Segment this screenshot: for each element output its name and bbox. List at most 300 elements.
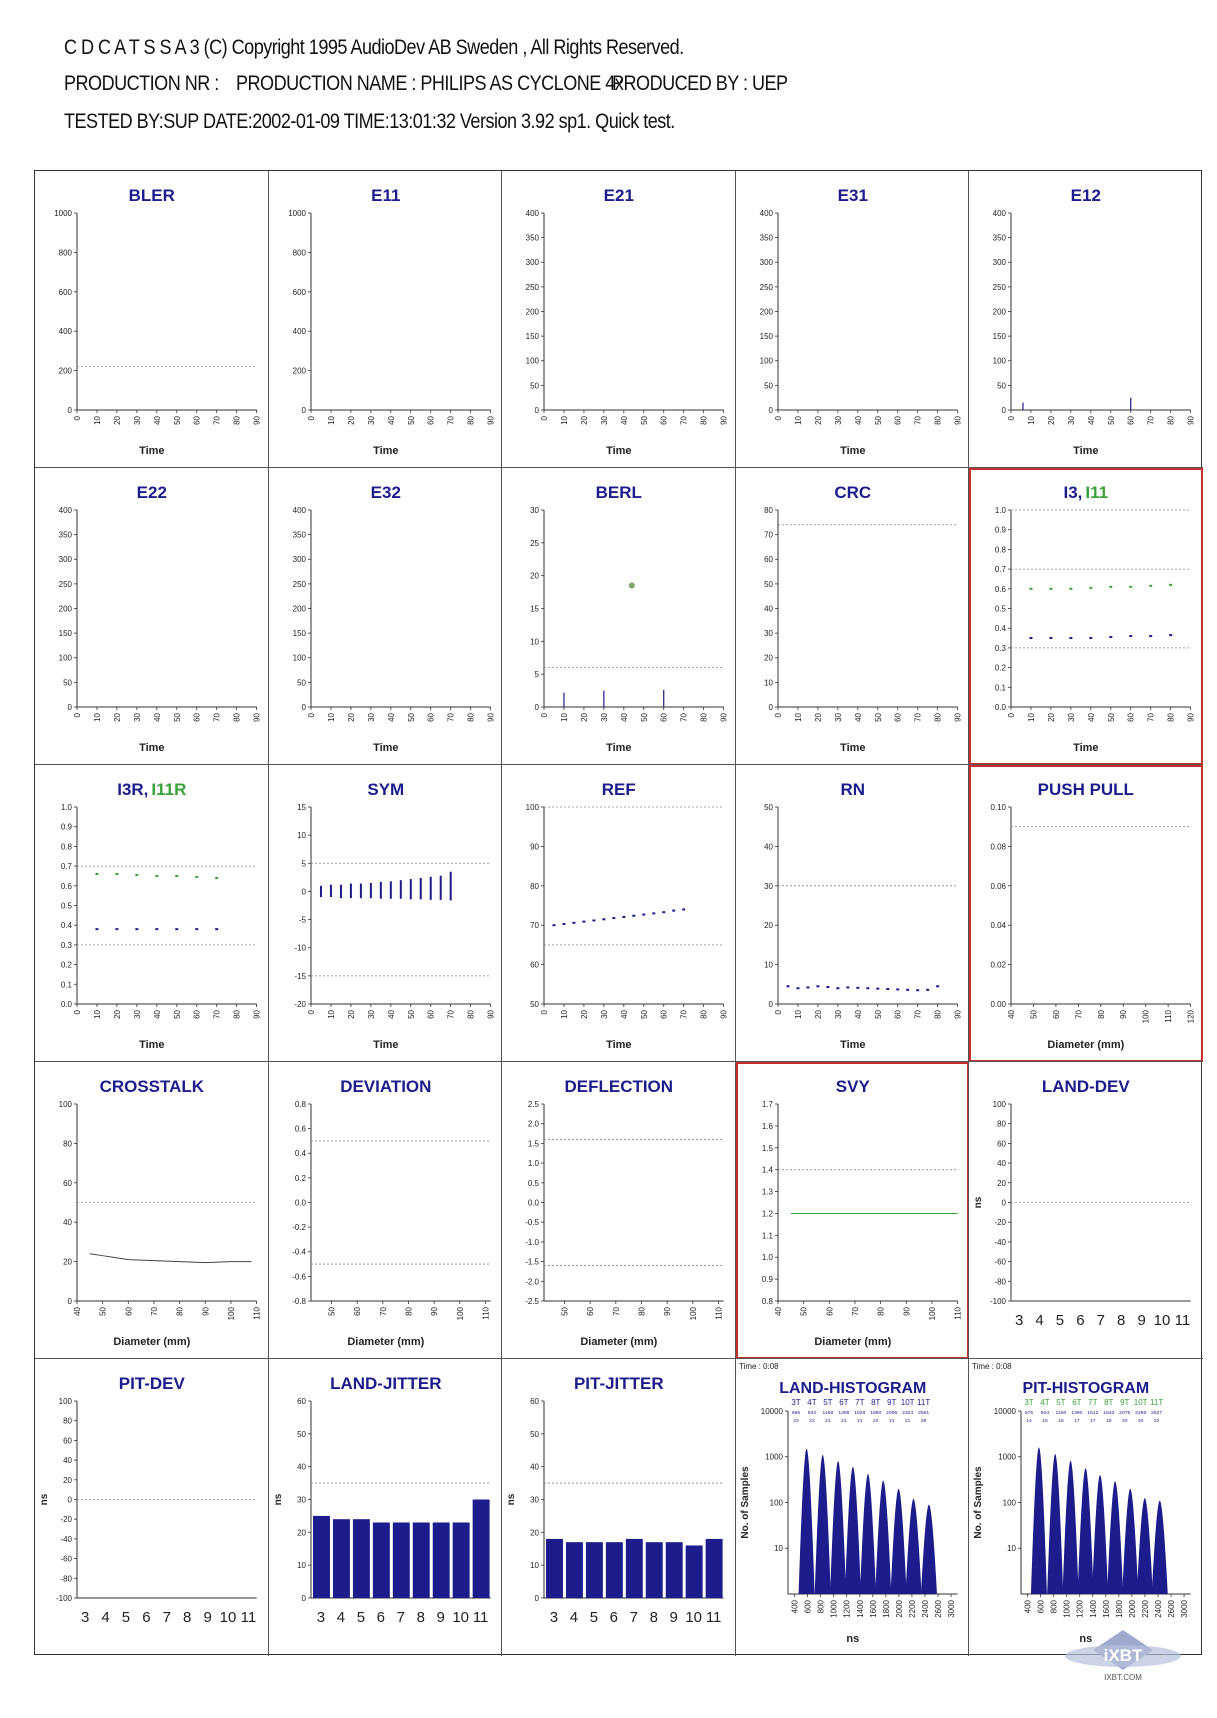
x-tick-label: 50 [639, 712, 649, 722]
legend-spread-value: 22 [808, 1418, 815, 1425]
y-tick-label: -0.5 [525, 1218, 540, 1228]
x-tick-label: 40 [152, 1009, 162, 1019]
x-tick-label: 7 [396, 1608, 405, 1626]
y-tick-label: 0.06 [990, 881, 1007, 891]
chart-title: SVY [835, 1077, 870, 1097]
data-point [629, 583, 635, 589]
x-tick-label: 20 [112, 712, 122, 722]
y-tick-label: 80 [997, 1119, 1007, 1129]
y-tick-label: 400 [525, 209, 540, 219]
chart-title: PIT-HISTOGRAM [1022, 1380, 1150, 1398]
y-tick-label: -10 [294, 943, 306, 953]
x-tick-label: 90 [1119, 1009, 1129, 1019]
x-tick-label: 30 [1067, 415, 1077, 425]
y-tick-label: 25 [530, 538, 540, 548]
jitter-bar [606, 1542, 623, 1598]
y-axis-label: ns [973, 1196, 985, 1209]
x-tick-label: 110 [953, 1306, 963, 1320]
x-tick-label: 20 [813, 415, 823, 425]
y-tick-label: -100 [56, 1593, 72, 1603]
data-point [135, 928, 138, 930]
y-tick-label: -0.6 [291, 1272, 306, 1282]
chart-deviation [269, 1062, 503, 1359]
x-tick-label: 90 [953, 1009, 963, 1019]
y-tick-label: 0.2 [60, 960, 72, 970]
y-tick-label: 5 [534, 670, 540, 680]
y-tick-label: -20 [994, 1218, 1007, 1228]
y-tick-label: -0.4 [291, 1247, 306, 1257]
x-tick-label: 90 [486, 415, 496, 425]
x-axis-label: Time [372, 444, 399, 457]
chart-land_histogram-svg [736, 1359, 970, 1656]
y-tick-label: 60 [63, 1436, 72, 1446]
x-axis-label: Time [839, 444, 866, 457]
x-axis-label: Diameter (mm) [580, 1335, 658, 1348]
y-tick-label: 0.10 [990, 803, 1007, 813]
y-tick-label: 0 [301, 887, 306, 897]
x-tick-label: 0 [72, 415, 82, 421]
y-tick-label: -80 [994, 1277, 1007, 1287]
x-axis-label: Time [606, 1038, 632, 1051]
x-tick-label: 80 [699, 1009, 709, 1019]
x-tick-label: 10 [1027, 712, 1037, 722]
x-tick-label: 30 [1067, 712, 1077, 722]
chart-land_dev-svg [969, 1062, 1203, 1359]
data-point [563, 923, 566, 925]
x-tick-label: 80 [466, 712, 476, 722]
y-tick-label: 0.5 [995, 604, 1007, 614]
x-tick-label: 60 [893, 1009, 903, 1019]
chart-e32-svg [269, 468, 503, 765]
y-tick-label: 0.0 [294, 1198, 306, 1208]
chart-crc [736, 468, 970, 765]
y-tick-label: 50 [530, 1429, 540, 1439]
x-tick-label: 90 [429, 1306, 439, 1316]
x-tick-label: 50 [172, 712, 182, 722]
x-axis-label: ns [1079, 1632, 1093, 1645]
y-tick-label: 0.4 [294, 1149, 306, 1159]
legend-spread-value: 28 [920, 1418, 927, 1425]
chart-title: E22 [136, 483, 167, 503]
y-axis-label: ns [506, 1493, 518, 1506]
chart-bler [35, 171, 269, 468]
y-tick-label: 0 [768, 702, 773, 712]
x-tick-label: 60 [192, 415, 202, 425]
data-point [623, 916, 626, 918]
jitter-bar [686, 1545, 703, 1598]
y-tick-label: 50 [763, 803, 773, 813]
x-tick-label: 50 [406, 1009, 416, 1019]
legend-label: 4T [807, 1398, 817, 1408]
y-tick-label: 0 [534, 702, 540, 712]
data-point [115, 873, 118, 875]
y-tick-label: 20 [763, 653, 773, 663]
x-tick-label: 6 [1076, 1311, 1085, 1329]
x-tick-label: 3 [1015, 1311, 1024, 1329]
x-axis-label: Diameter (mm) [346, 1335, 424, 1348]
x-tick-label: 60 [1127, 712, 1137, 722]
x-tick-label: 90 [1186, 415, 1196, 425]
chart-e12 [969, 171, 1203, 468]
histogram-peak [1092, 1475, 1108, 1594]
x-tick-label: 9 [203, 1608, 212, 1626]
x-tick-label: 100 [927, 1306, 937, 1321]
y-tick-label: -80 [60, 1574, 72, 1584]
x-tick-label: 70 [212, 415, 222, 425]
x-tick-label: 100 [1142, 1009, 1152, 1024]
legend-spread-value: 20 [1122, 1418, 1128, 1425]
y-tick-label: 0.04 [990, 921, 1007, 931]
x-tick-label: 80 [232, 1009, 242, 1019]
histogram-peak [1063, 1461, 1079, 1594]
data-point [573, 922, 576, 924]
x-tick-label: 10 [793, 712, 803, 722]
data-point [115, 928, 118, 930]
chart-title: DEVIATION [339, 1077, 431, 1097]
data-point [1070, 588, 1073, 590]
x-tick-label: 2200 [1141, 1599, 1151, 1618]
y-tick-label: 10 [296, 1561, 306, 1571]
y-tick-label: 30 [763, 881, 773, 891]
legend-peak-value: 1390 [1071, 1410, 1083, 1417]
data-point [806, 986, 809, 988]
y-tick-label: 350 [292, 530, 306, 540]
y-tick-label: 1.7 [761, 1100, 773, 1110]
legend-peak-value: 1626 [854, 1410, 866, 1417]
x-tick-label: 70 [1147, 415, 1157, 425]
data-point [1150, 635, 1153, 637]
chart-title: E11 [370, 186, 401, 206]
x-tick-label: 9 [436, 1608, 445, 1626]
y-tick-label: 0.08 [990, 842, 1007, 852]
chart-title-part1: I3R [117, 780, 144, 800]
jitter-bar [706, 1539, 723, 1598]
y-tick-label: -1.0 [525, 1237, 540, 1247]
y-tick-label: -40 [994, 1237, 1007, 1247]
chart-e21 [502, 171, 736, 468]
legend-peak-value: 675 [1025, 1410, 1034, 1417]
data-point [195, 876, 198, 878]
x-tick-label: 10 [451, 1608, 469, 1626]
x-tick-label: 0 [72, 712, 82, 718]
y-tick-label: 0.7 [995, 565, 1007, 575]
chart-title: BLER [128, 186, 175, 206]
x-tick-label: 80 [466, 1009, 476, 1019]
x-tick-label: 100 [226, 1306, 236, 1321]
y-tick-label: 200 [525, 307, 540, 317]
chart-title: E32 [370, 483, 401, 503]
x-tick-label: 10 [219, 1608, 237, 1626]
y-tick-label: 40 [63, 1456, 72, 1466]
chart-time-label: Time : 0:08 [738, 1362, 779, 1372]
y-tick-label: 20 [296, 1528, 306, 1538]
x-tick-label: 11 [240, 1608, 257, 1626]
y-tick-label: 200 [759, 307, 773, 317]
x-tick-label: 80 [933, 1009, 943, 1019]
y-axis-label: No. of Samples [973, 1466, 985, 1539]
y-tick-label: 20 [63, 1257, 72, 1267]
chart-svy-svg [736, 1062, 970, 1359]
y-tick-label: 400 [58, 327, 72, 337]
x-tick-label: 70 [378, 1306, 388, 1316]
y-tick-label: 60 [63, 1178, 72, 1188]
x-tick-label: 5 [589, 1608, 599, 1626]
chart-title-part1: I3 [1063, 483, 1079, 503]
x-tick-label: 4 [101, 1608, 110, 1626]
y-tick-label: -60 [60, 1554, 72, 1564]
x-tick-label: 4 [1035, 1311, 1045, 1329]
y-tick-label: 1.6 [761, 1121, 773, 1131]
legend-peak-value: 1160 [1055, 1410, 1067, 1417]
chart-title-separator: , [143, 780, 149, 800]
y-tick-label: 100 [525, 356, 540, 366]
x-tick-label: 0 [306, 1009, 316, 1015]
x-tick-label: 70 [1074, 1009, 1084, 1019]
data-point [682, 908, 685, 910]
y-tick-label: 300 [58, 555, 72, 565]
y-tick-label: -2.0 [525, 1277, 540, 1287]
legend-spread-value: 21 [904, 1418, 911, 1425]
legend-spread-value: 20 [1138, 1418, 1144, 1425]
x-tick-label: 30 [132, 415, 142, 425]
x-tick-label: 1800 [1115, 1599, 1125, 1618]
x-tick-label: 0 [773, 712, 783, 718]
chart-crosstalk [35, 1062, 269, 1359]
y-tick-label: 300 [292, 555, 306, 565]
x-tick-label: 6 [142, 1608, 151, 1626]
legend-peak-value: 932 [807, 1410, 816, 1417]
y-tick-label: 150 [292, 629, 306, 639]
y-tick-label: 300 [525, 258, 540, 268]
x-tick-label: 10 [560, 415, 570, 425]
y-tick-label: 70 [763, 530, 773, 540]
chart-e11 [269, 171, 503, 468]
jitter-bar [412, 1522, 429, 1598]
y-tick-label: 10 [773, 1544, 783, 1554]
x-tick-label: 70 [850, 1306, 860, 1316]
x-tick-label: 80 [699, 415, 709, 425]
data-point [1090, 637, 1093, 639]
chart-push_pull [969, 765, 1203, 1062]
legend-label: 11T [916, 1398, 931, 1408]
chart-land_dev [969, 1062, 1203, 1359]
x-tick-label: 50 [406, 712, 416, 722]
y-tick-label: 800 [292, 248, 306, 258]
y-tick-label: 150 [759, 332, 773, 342]
histogram-peak [1152, 1501, 1168, 1594]
x-tick-label: 80 [699, 712, 709, 722]
y-tick-label: -0.8 [291, 1296, 306, 1306]
x-tick-label: 30 [833, 1009, 843, 1019]
x-tick-label: 10 [793, 415, 803, 425]
y-tick-label: 10 [530, 1561, 540, 1571]
y-tick-label: 800 [58, 248, 72, 258]
x-tick-label: 0 [540, 712, 550, 718]
legend-spread-value: 17 [1074, 1418, 1081, 1425]
data-point [796, 987, 799, 989]
histogram-peak [875, 1481, 891, 1594]
x-axis-label: Time [606, 444, 632, 457]
data-point [786, 985, 789, 987]
y-tick-label: 150 [525, 332, 540, 342]
x-tick-label: 50 [639, 415, 649, 425]
x-tick-label: 800 [1050, 1599, 1060, 1614]
y-tick-label: 0 [301, 1593, 306, 1603]
y-tick-label: 10 [763, 678, 773, 688]
data-point [175, 928, 178, 930]
x-tick-label: 20 [580, 712, 590, 722]
x-tick-label: 30 [366, 712, 376, 722]
data-point [95, 873, 98, 875]
data-point [215, 928, 218, 930]
x-tick-label: 0 [306, 712, 316, 718]
chart-pit_histogram-svg [969, 1359, 1203, 1656]
y-tick-label: 0.1 [995, 683, 1007, 693]
y-tick-label: 0.4 [60, 921, 72, 931]
x-tick-label: 80 [933, 712, 943, 722]
y-tick-label: 0.6 [995, 584, 1007, 594]
x-tick-label: 50 [560, 1306, 570, 1316]
y-tick-label: 50 [763, 381, 773, 391]
x-tick-label: 80 [175, 1306, 185, 1316]
legend-label: 11T [1150, 1398, 1164, 1408]
y-tick-label: 50 [296, 1429, 306, 1439]
x-tick-label: 30 [132, 712, 142, 722]
legend-spread-value: 15 [1042, 1418, 1049, 1425]
y-tick-label: 0.0 [995, 702, 1007, 712]
x-tick-label: 11 [472, 1608, 488, 1626]
x-tick-label: 90 [719, 712, 729, 722]
x-tick-label: 6 [609, 1608, 619, 1626]
x-tick-label: 60 [586, 1306, 596, 1316]
histogram-peak [1137, 1498, 1153, 1594]
x-tick-label: 60 [659, 415, 669, 425]
data-point [642, 914, 645, 916]
y-tick-label: -1.5 [525, 1257, 540, 1267]
chart-title-part2: I11R [151, 780, 187, 800]
x-tick-label: 20 [580, 1009, 590, 1019]
x-tick-label: 110 [481, 1306, 491, 1320]
chart-title: E21 [603, 186, 635, 206]
y-tick-label: 1000 [54, 209, 72, 219]
y-tick-label: 400 [292, 506, 306, 516]
chart-i3r_i11r-svg [35, 765, 269, 1062]
x-tick-label: 50 [1107, 712, 1117, 722]
x-tick-label: 2400 [920, 1599, 930, 1618]
x-tick-label: 20 [112, 1009, 122, 1019]
x-tick-label: 40 [853, 712, 863, 722]
y-tick-label: 100 [525, 803, 540, 813]
y-tick-label: 0.3 [995, 643, 1007, 653]
chart-svy [736, 1062, 970, 1359]
legend-spread-value: 22 [1154, 1418, 1160, 1425]
x-tick-label: 10 [326, 1009, 336, 1019]
jitter-bar [452, 1522, 469, 1598]
jitter-bar [392, 1522, 409, 1598]
x-tick-label: 1600 [1102, 1599, 1112, 1618]
chart-grid [34, 170, 1202, 1655]
legend-peak-value: 1843 [1103, 1410, 1115, 1417]
y-tick-label: 80 [63, 1139, 72, 1149]
y-tick-label: 15 [296, 803, 306, 813]
chart-title: PIT-DEV [118, 1374, 185, 1394]
y-tick-label: -0.2 [291, 1223, 306, 1233]
data-point [1170, 634, 1173, 636]
y-tick-label: 300 [759, 258, 773, 268]
y-tick-label: 0 [534, 1593, 540, 1603]
y-tick-label: 1.2 [761, 1209, 773, 1219]
y-tick-label: 0 [1001, 1198, 1007, 1208]
y-tick-label: 40 [763, 842, 773, 852]
x-tick-label: 90 [486, 712, 496, 722]
data-point [1130, 586, 1133, 588]
y-tick-label: 200 [993, 307, 1007, 317]
y-tick-label: 200 [292, 604, 306, 614]
x-tick-label: 10 [92, 712, 102, 722]
y-tick-label: 400 [993, 209, 1007, 219]
y-tick-label: 100 [292, 653, 306, 663]
y-tick-label: 600 [58, 287, 72, 297]
y-tick-label: 40 [997, 1159, 1007, 1169]
chart-crc-svg [736, 468, 970, 765]
legend-spread-value: 15 [1058, 1418, 1065, 1425]
y-tick-label: 0.1 [60, 980, 72, 990]
y-tick-label: 1.1 [761, 1231, 773, 1241]
y-tick-label: 1.0 [528, 1159, 540, 1169]
x-tick-label: 20 [813, 1009, 823, 1019]
y-tick-label: 0.8 [60, 842, 72, 852]
y-tick-label: 60 [997, 1139, 1007, 1149]
x-tick-label: 0 [1007, 712, 1017, 718]
x-tick-label: 50 [172, 1009, 182, 1019]
x-axis-label: Time [372, 1038, 399, 1051]
y-tick-label: 40 [763, 604, 773, 614]
legend-spread-value: 21 [856, 1418, 863, 1425]
x-tick-label: 8 [183, 1608, 192, 1626]
jitter-bar [333, 1519, 350, 1598]
data-point [866, 987, 869, 989]
x-tick-label: 60 [659, 1009, 669, 1019]
chart-pit_jitter-svg [502, 1359, 736, 1656]
y-tick-label: -2.5 [525, 1296, 540, 1306]
x-tick-label: 800 [816, 1599, 826, 1614]
y-tick-label: 1.5 [528, 1139, 540, 1149]
x-tick-label: 30 [833, 712, 843, 722]
data-point [846, 986, 849, 988]
x-tick-label: 40 [152, 415, 162, 425]
y-tick-label: 100 [58, 1100, 72, 1110]
jitter-bar [646, 1542, 663, 1598]
x-tick-label: 80 [1167, 415, 1177, 425]
y-tick-label: 350 [525, 233, 540, 243]
chart-e12-svg [969, 171, 1203, 468]
x-tick-label: 2600 [933, 1599, 943, 1618]
x-tick-label: 7 [162, 1608, 171, 1626]
x-tick-label: 20 [1047, 712, 1057, 722]
x-axis-label: Time [839, 1038, 866, 1051]
y-axis-label: No. of Samples [739, 1466, 751, 1539]
data-point [195, 928, 198, 930]
chart-pit_jitter [502, 1359, 736, 1656]
y-tick-label: 0.00 [990, 999, 1007, 1009]
y-tick-label: 0.8 [995, 545, 1007, 555]
x-tick-label: 70 [446, 415, 456, 425]
x-tick-label: 10 [326, 712, 336, 722]
y-tick-label: 100 [769, 1498, 783, 1508]
x-tick-label: 120 [1186, 1009, 1196, 1024]
y-tick-label: 0.3 [60, 940, 72, 950]
x-tick-label: 90 [663, 1306, 673, 1316]
